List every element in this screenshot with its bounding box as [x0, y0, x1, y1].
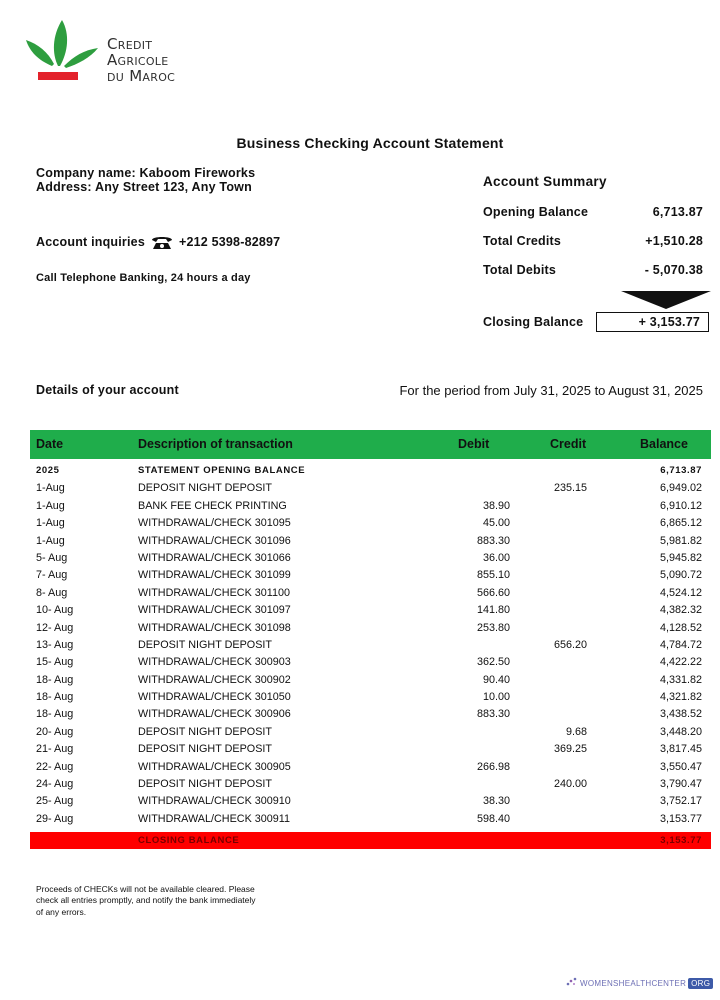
row-description: WITHDRAWAL/CHECK 300911: [138, 812, 290, 825]
opening-balance-table-row: [30, 463, 711, 480]
row-balance: 5,090.72: [659, 569, 702, 582]
row-debit: 38.90: [482, 499, 510, 512]
row-date: 22- Aug: [36, 760, 74, 773]
row-balance: 4,784.72: [659, 638, 702, 651]
row-description: DEPOSIT NIGHT DEPOSIT: [138, 778, 272, 791]
row-description: WITHDRAWAL/CHECK 300906: [138, 708, 291, 721]
row-date: 13- Aug: [36, 638, 74, 651]
watermark-site: WOMENSHEALTHCENTER: [580, 978, 687, 988]
row-date: 1-Aug: [36, 517, 65, 530]
row-credit: 235.15: [553, 482, 587, 495]
row-balance: 5,981.82: [659, 534, 702, 547]
row-date: 24- Aug: [36, 778, 74, 791]
row-description: DEPOSIT NIGHT DEPOSIT: [138, 638, 272, 651]
row-balance: 4,321.82: [659, 691, 702, 704]
row-date: 21- Aug: [36, 743, 74, 756]
row-balance: 6,910.12: [659, 499, 702, 512]
table-row: [30, 724, 711, 741]
row-date: 1-Aug: [36, 499, 65, 512]
total-debits-label: Total Debits: [483, 263, 557, 277]
total-debits-row: [483, 263, 703, 277]
row-balance: 3,438.52: [659, 708, 702, 721]
row-date: 15- Aug: [36, 656, 74, 669]
closing-balance-label: Closing Balance: [483, 315, 584, 329]
total-credits-row: [483, 234, 703, 248]
table-row: [30, 689, 711, 706]
row-credit: 369.25: [553, 743, 587, 756]
row-description: WITHDRAWAL/CHECK 301096: [138, 534, 291, 547]
transactions-table-header: [30, 430, 711, 459]
row-description: WITHDRAWAL/CHECK 301095: [138, 517, 291, 530]
opening-balance-value: 6,713.87: [652, 205, 703, 219]
table-row: [30, 811, 711, 828]
row-balance: 3,448.20: [659, 725, 702, 738]
row-balance: 4,382.32: [659, 604, 702, 617]
row-date: 7- Aug: [36, 569, 68, 582]
bank-name: [107, 36, 175, 84]
row-balance: 4,331.82: [659, 673, 702, 686]
row-debit: 362.50: [476, 656, 510, 669]
telephone-icon: [151, 234, 173, 250]
opening-balance-label: Opening Balance: [483, 205, 589, 219]
row-balance: 3,153.77: [659, 812, 702, 825]
telephone-banking: Call Telephone Banking, 24 hours a day: [36, 272, 251, 284]
row-debit: 883.30: [476, 534, 510, 547]
account-summary-title: Account Summary: [483, 174, 607, 189]
row-description: DEPOSIT NIGHT DEPOSIT: [138, 725, 272, 738]
table-row: [30, 776, 711, 793]
closing-balance-value: + 3,153.77: [596, 312, 709, 332]
closing-balance-cell: 3,153.77: [660, 835, 702, 846]
opening-balance-cell: 6,713.87: [660, 465, 702, 476]
row-debit: 253.80: [476, 621, 510, 634]
table-row: [30, 620, 711, 637]
row-date: 29- Aug: [36, 812, 74, 825]
opening-description: STATEMENT OPENING BALANCE: [138, 465, 306, 476]
table-row: [30, 602, 711, 619]
row-balance: 3,817.45: [659, 743, 702, 756]
table-row: [30, 585, 711, 602]
phone-number[interactable]: +212 5398-82897: [178, 235, 281, 249]
opening-year: 2025: [36, 465, 60, 476]
bank-name-line: Credit: [107, 35, 153, 53]
row-balance: 3,752.17: [659, 795, 702, 808]
table-row: [30, 498, 711, 515]
closing-description: CLOSING BALANCE: [138, 835, 240, 846]
inquiries-label: Account inquiries: [36, 235, 145, 249]
company-block: [36, 166, 255, 194]
row-description: DEPOSIT NIGHT DEPOSIT: [138, 743, 272, 756]
row-balance: 5,945.82: [659, 551, 702, 564]
account-inquiries: [36, 234, 280, 250]
row-date: 12- Aug: [36, 621, 74, 634]
row-credit: 9.68: [565, 725, 587, 738]
row-debit: 566.60: [476, 586, 510, 599]
row-date: 10- Aug: [36, 604, 74, 617]
row-date: 8- Aug: [36, 586, 68, 599]
row-debit: 45.00: [482, 517, 510, 530]
header-description: Description of transaction: [138, 437, 293, 451]
table-row: [30, 550, 711, 567]
row-debit: 266.98: [476, 760, 510, 773]
company-address: Address: Any Street 123, Any Town: [36, 180, 252, 194]
header-balance: Balance: [640, 437, 688, 451]
total-debits-value: - 5,070.38: [644, 263, 703, 277]
total-credits-label: Total Credits: [483, 234, 562, 248]
row-description: WITHDRAWAL/CHECK 301099: [138, 569, 291, 582]
table-row: [30, 567, 711, 584]
row-date: 25- Aug: [36, 795, 74, 808]
row-balance: 3,790.47: [659, 778, 702, 791]
table-row: [30, 533, 711, 550]
row-date: 5- Aug: [36, 551, 68, 564]
row-balance: 3,550.47: [659, 760, 702, 773]
row-credit: 656.20: [553, 638, 587, 651]
row-description: WITHDRAWAL/CHECK 300902: [138, 673, 291, 686]
header-debit: Debit: [458, 437, 490, 451]
row-description: DEPOSIT NIGHT DEPOSIT: [138, 482, 272, 495]
row-balance: 6,949.02: [659, 482, 702, 495]
bank-logo-icon: [24, 16, 98, 84]
row-description: WITHDRAWAL/CHECK 301066: [138, 551, 291, 564]
table-row: [30, 793, 711, 810]
row-balance: 4,422.22: [659, 656, 702, 669]
header-date: Date: [36, 437, 64, 451]
row-date: 1-Aug: [36, 534, 65, 547]
bank-name-line: Agricole: [107, 51, 169, 69]
row-description: WITHDRAWAL/CHECK 301098: [138, 621, 291, 634]
row-credit: 240.00: [553, 778, 587, 791]
transactions-table: [30, 463, 711, 828]
bank-name-line: du Maroc: [107, 67, 176, 85]
row-description: WITHDRAWAL/CHECK 300910: [138, 795, 291, 808]
table-row: [30, 637, 711, 654]
company-name: Company name: Kaboom Fireworks: [36, 166, 256, 180]
watermark-tld: ORG: [688, 978, 713, 989]
statement-notice: Proceeds of CHECKs will not be available cleared. Please check all entries promptly, and notify the bank immediately of any errors.: [36, 884, 256, 917]
row-description: WITHDRAWAL/CHECK 300903: [138, 656, 291, 669]
statement-period: For the period from July 31, 2025 to August 31, 2025: [399, 383, 703, 398]
details-title: Details of your account: [36, 383, 179, 397]
row-debit: 141.80: [476, 604, 510, 617]
table-row: [30, 480, 711, 497]
watermark-dots-icon: [566, 977, 578, 989]
row-description: BANK FEE CHECK PRINTING: [138, 499, 287, 512]
row-date: 18- Aug: [36, 708, 74, 721]
row-description: WITHDRAWAL/CHECK 301050: [138, 691, 291, 704]
table-row: [30, 741, 711, 758]
watermark: [566, 977, 713, 989]
total-credits-value: +1,510.28: [645, 234, 703, 248]
row-debit: 90.40: [482, 673, 510, 686]
row-debit: 38.30: [482, 795, 510, 808]
row-date: 1-Aug: [36, 482, 65, 495]
table-row: [30, 654, 711, 671]
header-credit: Credit: [550, 437, 587, 451]
row-debit: 598.40: [476, 812, 510, 825]
closing-balance-bar: [30, 832, 711, 849]
row-debit: 36.00: [482, 551, 510, 564]
row-balance: 6,865.12: [659, 517, 702, 530]
table-row: [30, 759, 711, 776]
row-date: 18- Aug: [36, 691, 74, 704]
opening-balance-row: [483, 205, 703, 219]
row-description: WITHDRAWAL/CHECK 301100: [138, 586, 290, 599]
row-date: 20- Aug: [36, 725, 74, 738]
table-row: [30, 706, 711, 723]
row-debit: 883.30: [476, 708, 510, 721]
table-row: [30, 672, 711, 689]
table-row: [30, 515, 711, 532]
row-debit: 855.10: [476, 569, 510, 582]
row-description: WITHDRAWAL/CHECK 301097: [138, 604, 291, 617]
row-date: 18- Aug: [36, 673, 74, 686]
row-debit: 10.00: [482, 691, 510, 704]
row-balance: 4,128.52: [659, 621, 702, 634]
statement-title: Business Checking Account Statement: [236, 135, 504, 151]
row-description: WITHDRAWAL/CHECK 300905: [138, 760, 291, 773]
down-arrow-icon: [621, 291, 711, 309]
row-balance: 4,524.12: [659, 586, 702, 599]
